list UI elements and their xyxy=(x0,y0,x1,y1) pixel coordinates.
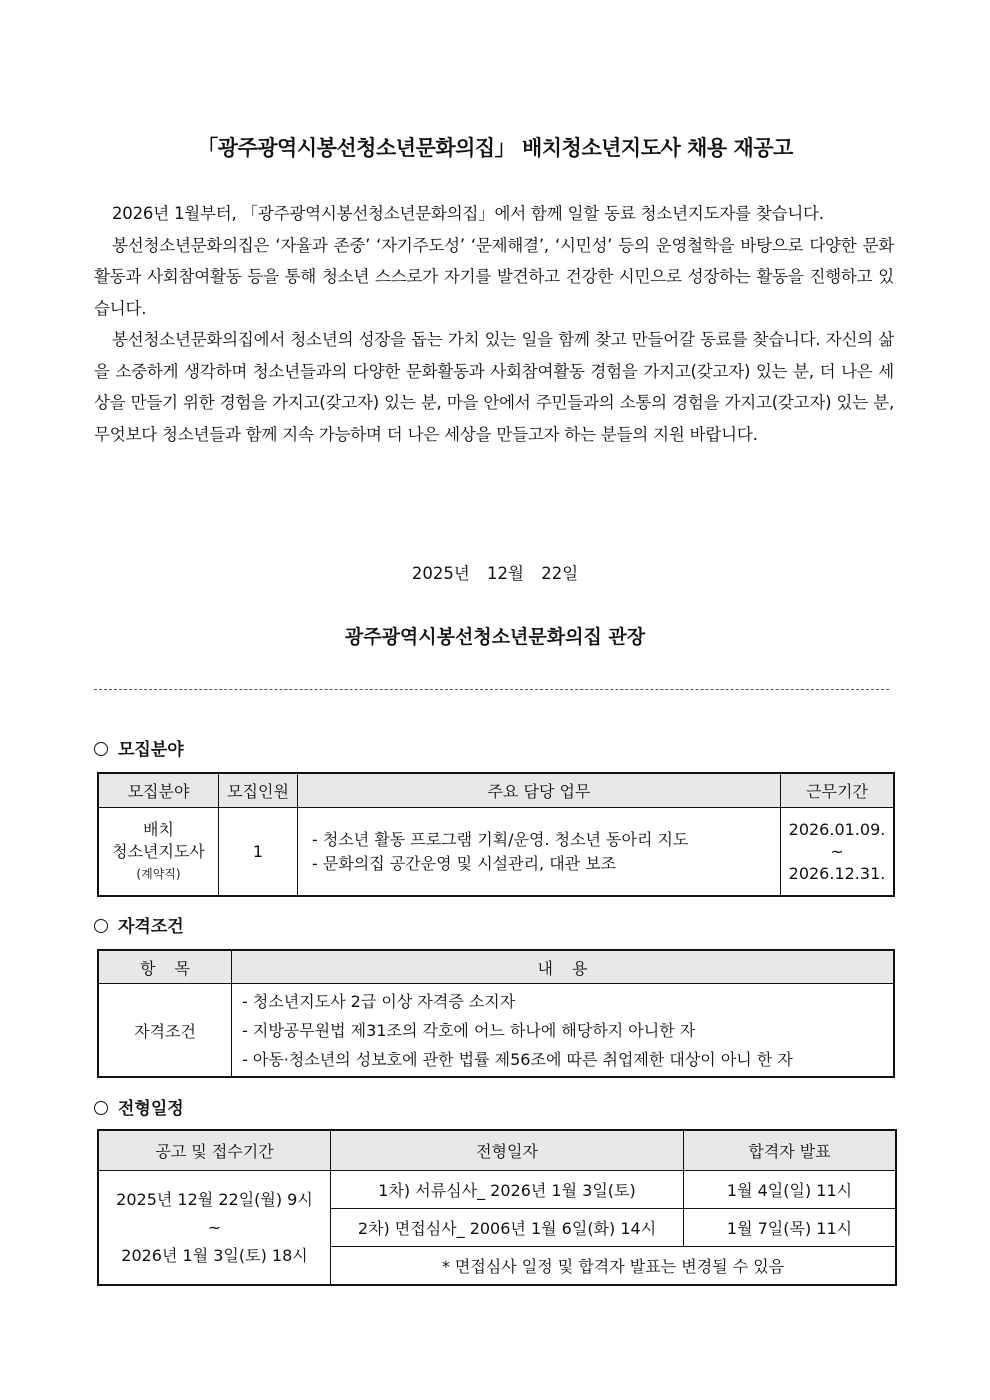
intro-paragraph: 봉선청소년문화의집은 ‘자율과 존중’ ‘자기주도성’ ‘문제해결’, ‘시민성’ 등의 운영철학을 바탕으로 다양한 문화활동과 사회참여활동 등을 통해 청소년 스스로가 자기를 발견하고 건강한 시민으로 성장하는 활동을 진행하고 있습니다. xyxy=(94,235,894,318)
qualify-item: - 지방공무원법 제31조의 각호에 어느 하나에 해당하지 아니한 자 xyxy=(242,1020,696,1040)
notice-date: 2025년 12월 22일 xyxy=(411,564,579,583)
section-title: 모집분야 xyxy=(118,740,184,760)
schedule-note: * 면접심사 일정 및 합격자 발표는 변경될 수 있음 xyxy=(331,1247,896,1285)
table-header: 모집인원 xyxy=(219,774,298,808)
table-header: 근무기간 xyxy=(781,774,894,808)
page-title: 「광주광역시봉선청소년문화의집」 배치청소년지도사 채용 재공고 xyxy=(197,136,793,160)
intro-paragraph: 2026년 1월부터, 「광주광역시봉선청소년문화의집」에서 함께 일할 동료 청소년지도자를 찾습니다. xyxy=(112,204,824,223)
period-start: 2026.01.09. xyxy=(788,819,886,839)
divider xyxy=(94,689,889,690)
qualify-item: - 아동·청소년의 성보호에 관한 법률 제56조에 따른 취업제한 대상이 아니 한 자 xyxy=(242,1049,793,1069)
table-header: 공고 및 접수기간 xyxy=(99,1131,331,1171)
recruit-table xyxy=(98,773,894,896)
table-cell: 1 xyxy=(219,808,298,896)
circle-bullet-icon xyxy=(94,742,108,756)
field-name: 배치 xyxy=(143,819,174,839)
intro-paragraph: 봉선청소년문화의집에서 청소년의 성장을 돕는 가치 있는 일을 함께 찾고 만들어갈 동료를 찾습니다. 자신의 삶을 소중하게 생각하며 청소년들과의 다양한 문화활동과 사회참여활동 경험을 가지고(갖고자) 있는 분, 더 나은 세상을 만들기 위한 경험을 가지고(갖고자) 있는 분, 마을 안에서 주민들과의 소통의 경험을 가지고(갖고자) 있는 분, 무엇보다 청소년들과 함께 지속 가능하며 더 나은 세상을 만들고자 하는 분들의 지원 바랍니다. xyxy=(94,330,894,444)
period-end: 2026.12.31. xyxy=(788,863,886,883)
circle-bullet-icon xyxy=(94,919,108,933)
table-cell xyxy=(298,808,781,896)
table-header: 전형일자 xyxy=(331,1131,684,1171)
table-header: 주요 담당 업무 xyxy=(298,774,781,808)
field-type: (계약직) xyxy=(136,866,181,881)
table-cell xyxy=(99,1171,331,1285)
table-cell: 2차) 면접심사_ 2006년 1월 6일(화) 14시 xyxy=(331,1209,684,1247)
schedule-table xyxy=(98,1130,896,1285)
qualify-table xyxy=(98,950,894,1077)
section-heading-recruit xyxy=(94,735,184,760)
table-cell xyxy=(781,808,894,896)
duty-item: - 문화의집 공간운영 및 시설관리, 대관 보조 xyxy=(312,853,617,873)
table-cell: 자격조건 xyxy=(99,984,232,1077)
period-end: 2026년 1월 3일(토) 18시 xyxy=(121,1245,308,1265)
table-header: 항 목 xyxy=(99,951,232,984)
table-cell xyxy=(232,984,894,1077)
circle-bullet-icon xyxy=(94,1101,108,1115)
table-cell: 1차) 서류심사_ 2026년 1월 3일(토) xyxy=(331,1171,684,1209)
table-cell: 1월 7일(목) 11시 xyxy=(684,1209,896,1247)
qualify-item: - 청소년지도사 2급 이상 자격증 소지자 xyxy=(242,991,516,1011)
period-sep: ~ xyxy=(830,841,844,861)
table-header: 내 용 xyxy=(232,951,894,984)
table-header: 합격자 발표 xyxy=(684,1131,896,1171)
intro-text xyxy=(94,198,894,450)
section-title: 자격조건 xyxy=(118,917,184,937)
table-header: 모집분야 xyxy=(99,774,219,808)
table-cell xyxy=(99,808,219,896)
section-heading-schedule xyxy=(94,1094,184,1119)
table-cell: 1월 4일(일) 11시 xyxy=(684,1171,896,1209)
section-heading-qualify xyxy=(94,912,184,937)
section-title: 전형일정 xyxy=(118,1099,184,1119)
duty-item: - 청소년 활동 프로그램 기획/운영. 청소년 동아리 지도 xyxy=(312,829,689,849)
signature: 광주광역시봉선청소년문화의집 관장 xyxy=(344,626,646,648)
field-name: 청소년지도사 xyxy=(112,841,205,861)
period-sep: ~ xyxy=(207,1217,222,1237)
period-start: 2025년 12월 22일(월) 9시 xyxy=(116,1189,313,1209)
